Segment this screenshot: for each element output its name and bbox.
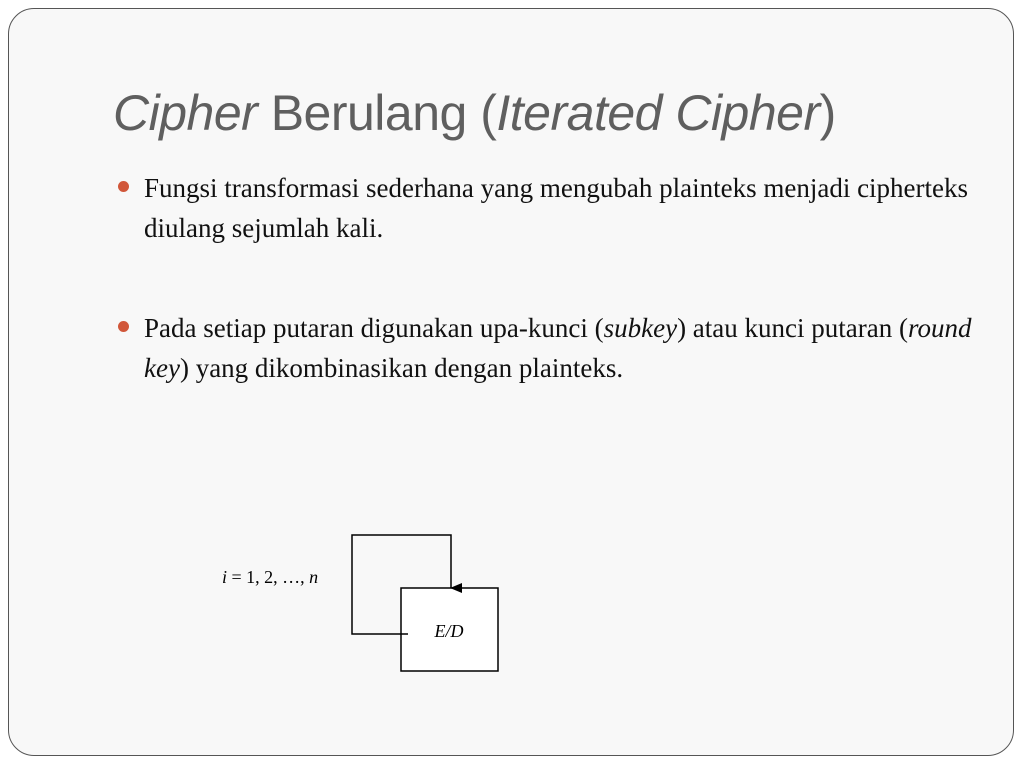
title-close-paren: ) [819,85,836,141]
loop-label-n: n [309,567,319,587]
bullet-2-subkey: subkey [603,313,678,343]
bullet-1-text: Fungsi transformasi sederhana yang mengubah plainteks menjadi cipherteks diulang sejumlah kali. [144,173,969,243]
bullet-2-text-b: ) atau kunci putaran ( [677,313,908,343]
bullet-2-text-c: ) yang dikombinasikan dengan plainteks. [179,353,624,383]
title-italic-cipher: Cipher [113,85,258,141]
ed-box-label: E/D [434,621,464,641]
loop-label-range: = 1, 2, …, [227,567,310,587]
loop-label-i: i [222,567,228,587]
title-berulang: Berulang ( [257,85,497,141]
title-italic-iterated-cipher: Iterated Cipher [496,85,820,141]
bullet-2-text-a: Pada setiap putaran digunakan upa-kunci ( [144,313,604,343]
loop-label [222,567,318,587]
bullet-2-round-key: round key [144,313,972,383]
